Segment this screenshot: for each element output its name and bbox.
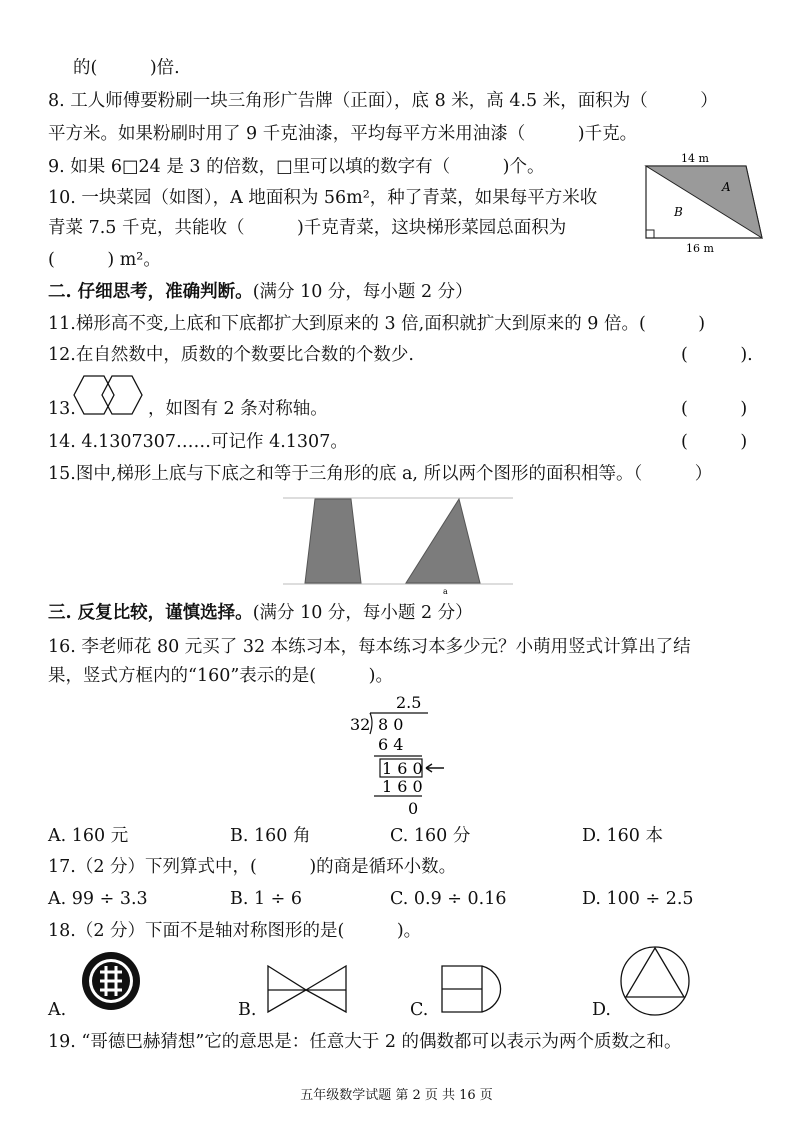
section-2-title: 二. 仔细思考，准确判断。 [48,282,253,302]
q7-tail: 的( )倍. [73,58,180,78]
hexagon-right [102,376,142,414]
q13-paren: ( ) [681,399,748,419]
remainder-160: 1 6 0 [382,759,423,778]
q18: 18.（2 分）下面不是轴对称图形的是( )。 [48,921,422,941]
q11: 11.梯形高不变,上底和下底都扩大到原来的 3 倍,面积就扩大到原来的 9 倍。( ) [48,314,706,334]
page-footer: 五年级数学试题 第 2 页 共 16 页 [300,1088,493,1103]
q16-option-d[interactable]: D. 160 本 [582,826,663,846]
final-remainder: 0 [408,799,419,818]
q12: 12.在自然数中，质数的个数要比合数的个数少. [48,345,414,365]
triangle-shape [406,499,480,583]
coin-pattern [100,966,122,996]
trapezoid-triangle-figure [283,492,513,596]
q16-line1: 16. 李老师花 80 元买了 32 本练习本，每本练习本多少元？小萌用竖式计算出了结 [48,637,691,657]
base-a-label: a [443,587,448,596]
arrow-icon [426,764,444,772]
q12-paren: ( ). [681,345,753,365]
q9: 9. 如果 6□24 是 3 的倍数，□里可以填的数字有（ )个。 [48,157,545,177]
q13-number: 13. [48,399,76,419]
region-b-label: B [674,205,683,219]
section-2-heading [48,284,473,302]
trapezoid-garden-figure [640,152,768,256]
section-3-heading [48,605,473,623]
q17-option-c[interactable]: C. 0.9 ÷ 0.16 [390,889,507,909]
q14: 14. 4.1307307……可记作 4.1307。 [48,432,348,452]
region-a-label: A [722,180,731,194]
q17-option-d[interactable]: D. 100 ÷ 2.5 [582,889,694,909]
top-length-label: 14 m [681,152,709,165]
q17: 17.（2 分）下列算式中，( )的商是循环小数。 [48,857,457,877]
hexagon-left [74,376,114,414]
outer-circle [621,947,689,1015]
quotient: 2.5 [396,693,422,712]
triangle-in-circle-figure[interactable] [618,944,692,1018]
q15: 15.图中,梯形上底与下底之和等于三角形的底 a, 所以两个图形的面积相等。（ ） [48,464,713,484]
q8-line1: 8. 工人师傅要粉刷一块三角形广告牌（正面），底 8 米，高 4.5 米，面积为（ ） [48,91,718,111]
q14-paren: ( ) [681,432,748,452]
bowtie-figure[interactable] [264,962,350,1016]
two-hexagons-figure [72,372,146,418]
bowtie-right-triangle [306,966,346,1012]
q10-line2: 青菜 7.5 千克，共能收（ )千克青菜，这块梯形菜园总面积为 [48,218,567,238]
coin-symbol-figure[interactable] [80,950,142,1012]
q13-text: ，如图有 2 条对称轴。 [148,399,328,419]
trapezoid-shape [305,499,361,583]
q16-option-c[interactable]: C. 160 分 [390,826,471,846]
bowtie-left-triangle [268,966,306,1012]
q10-line3: ( ) m²。 [48,250,161,270]
q18-option-a-label[interactable]: A. [48,1000,67,1020]
q10-line1: 10. 一块菜园（如图），A 地面积为 56m²，种了青菜，如果每平方米收 [48,188,598,208]
long-division-figure [340,692,450,822]
dividend: 8 0 [378,715,404,734]
step-1-product: 6 4 [378,735,404,754]
q8-line2: 平方米。如果粉刷时用了 9 千克油漆，平均每平方米用油漆（ )千克。 [48,124,638,144]
q17-option-b[interactable]: B. 1 ÷ 6 [230,889,303,909]
q16-option-a[interactable]: A. 160 元 [48,826,129,846]
q18-option-d-label[interactable]: D. [592,1000,611,1020]
q16-option-b[interactable]: B. 160 角 [230,826,311,846]
inscribed-triangle [626,948,684,997]
half-circle-rect-figure[interactable] [438,962,514,1016]
q19: 19. “哥德巴赫猜想”它的意思是：任意大于 2 的偶数都可以表示为两个质数之和。 [48,1032,682,1052]
bottom-length-label: 16 m [686,242,714,255]
section-3-score: (满分 10 分，每小题 2 分） [252,603,473,623]
step-2-product: 1 6 0 [382,777,423,796]
section-2-score: (满分 10 分，每小题 2 分） [252,282,473,302]
section-3-title: 三. 反复比较，谨慎选择。 [48,603,253,623]
q18-option-c-label[interactable]: C. [410,1000,429,1020]
q16-line2: 果，竖式方框内的“160”表示的是( )。 [48,666,393,686]
divisor: 32 [350,715,371,734]
q17-option-a[interactable]: A. 99 ÷ 3.3 [48,889,148,909]
q18-option-b-label[interactable]: B. [238,1000,257,1020]
